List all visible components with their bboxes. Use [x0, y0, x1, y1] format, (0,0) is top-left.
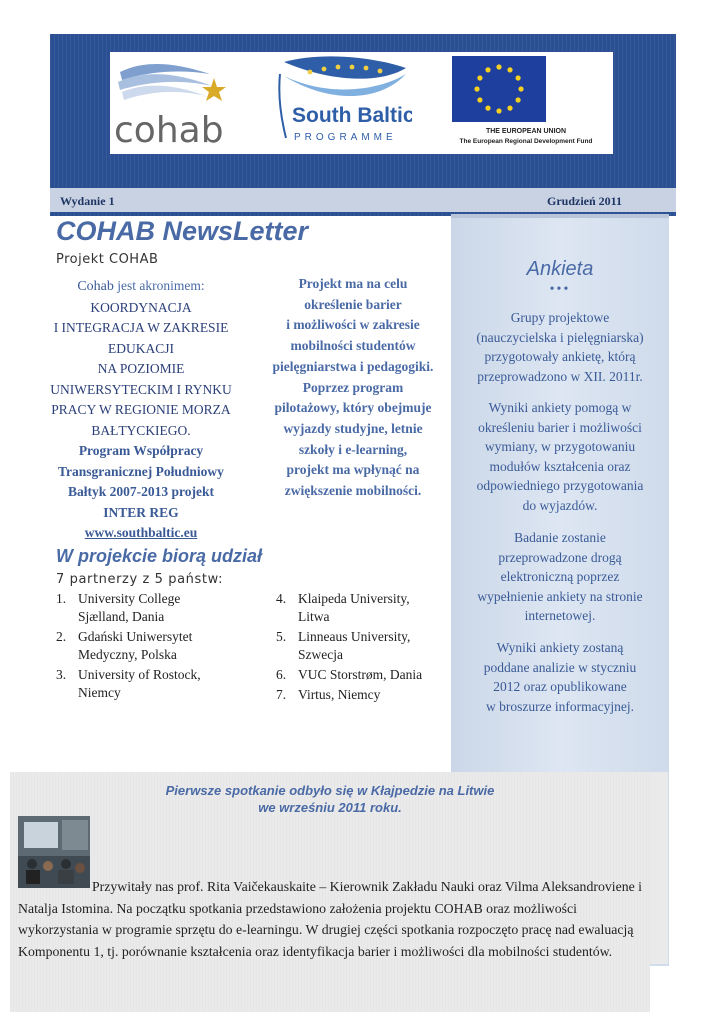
- acronym-lines: [30, 298, 252, 442]
- partner-name-line: University College: [78, 591, 181, 606]
- erdf-caption: The European Regional Development Fund: [459, 138, 593, 145]
- eu-star-icon: [516, 75, 521, 80]
- partner-item: [276, 590, 451, 626]
- meeting-title-line: we wrześniu 2011 roku.: [258, 800, 402, 815]
- text-line: UNIWERSYTECKIM I RYNKU: [50, 381, 232, 397]
- partner-name-line: VUC Storstrøm, Dania: [298, 667, 423, 682]
- eu-star-icon: [516, 97, 521, 102]
- project-goal-column: [258, 274, 448, 502]
- partner-number: 7.: [276, 687, 287, 702]
- svg-text:PROGRAMME: PROGRAMME: [294, 132, 397, 143]
- partner-item: [276, 628, 451, 664]
- partners-heading: W projekcie biorą udział: [56, 546, 263, 566]
- sidebar-paragraph: [465, 308, 655, 386]
- text-line: przeprowadzono w XII. 2011r.: [477, 368, 643, 384]
- text-line: I INTEGRACJA W ZAKRESIE: [53, 320, 229, 335]
- partner-name-line: Virtus, Niemcy: [298, 687, 381, 702]
- cohab-logo: [114, 58, 232, 148]
- text-line: wypełnienie ankiety na stronie: [477, 588, 643, 604]
- text-line: pilotażowy, który obejmuje: [274, 400, 432, 416]
- partner-number: 4.: [276, 591, 287, 606]
- partner-name-line: Linneaus University,: [298, 629, 411, 644]
- eu-star-icon: [477, 97, 482, 102]
- svg-text:cohab: cohab: [114, 110, 224, 148]
- text-line: Grupy projektowe: [510, 310, 610, 325]
- text-line: Projekt ma na celu: [298, 276, 408, 291]
- partner-item: [276, 686, 451, 704]
- text-line: EDUKACJI: [108, 340, 174, 356]
- eu-star-icon: [507, 106, 512, 111]
- text-line: BAŁTYCKIEGO.: [91, 422, 191, 438]
- eu-star-icon: [485, 67, 490, 72]
- partner-number: 2.: [56, 629, 67, 644]
- partner-name-line: Sjælland, Dania: [78, 609, 165, 624]
- partner-name-line: University of Rostock,: [78, 667, 201, 682]
- partner-item: [276, 666, 451, 684]
- issue-bar: [50, 188, 676, 212]
- brand-name: Cohab: [77, 279, 114, 294]
- text-line: internetowej.: [524, 608, 596, 623]
- text-line: określenie barier: [304, 296, 402, 312]
- partner-name-line: Medyczny, Polska: [78, 647, 177, 662]
- text-line: odpowiedniego przygotowania: [476, 478, 644, 493]
- text-line: do wyjazdów.: [522, 497, 598, 513]
- svg-text:South Baltic: South Baltic: [292, 104, 412, 127]
- partner-item: [56, 666, 256, 702]
- sidebar-title: Ankieta: [526, 258, 594, 280]
- partners-subheading: 7 partnerzy z 5 państw:: [56, 572, 224, 587]
- text-line: mobilności studentów: [290, 338, 416, 354]
- text-line: PRACY W REGIONIE MORZA: [51, 402, 231, 417]
- acronym-intro-text: jest akronimem:: [117, 278, 205, 293]
- eu-star-icon: [485, 106, 490, 111]
- eu-caption: THE EUROPEAN UNION: [485, 128, 567, 135]
- eu-star-icon: [507, 67, 512, 72]
- newsletter-subtitle: Projekt COHAB: [56, 252, 159, 267]
- partner-number: 5.: [276, 629, 287, 644]
- sidebar-paragraph: [465, 398, 655, 515]
- meeting-text: Przywitały nas prof. Rita Vaičekauskaite – Kierownik Zakładu Nauki oraz Vilma Aleksandroviene i Natalja Istomina. Na początku spotkania przedstawiono założenia projektu COHAB oraz możliwości wykorzystania w programie sprzętu do e-learningu. W drugiej części spotkania rozpoczęto pracę nad ewaluacją Komponentu 1, tj. porównanie kształcenia oraz identyfikacja barier i możliwości dla mobilności studentów.: [18, 879, 643, 959]
- text-line: Wyniki ankiety pomogą w: [488, 400, 632, 415]
- text-line: przygotowały ankietę, którą: [484, 349, 636, 364]
- south-baltic-logo: [270, 54, 412, 150]
- eu-star-icon: [474, 86, 479, 91]
- sidebar-dots: •••: [549, 282, 571, 297]
- meeting-title: [10, 782, 650, 816]
- text-line: Program Współpracy: [78, 443, 204, 458]
- text-line: wymiany, w przygotowaniu: [484, 439, 636, 454]
- partner-number: 3.: [56, 667, 67, 682]
- acronym-intro: [30, 276, 252, 298]
- text-line: Wyniki ankiety zostaną: [496, 640, 624, 655]
- eu-star-icon: [496, 64, 501, 69]
- text-line: Transgranicznej Południowy: [58, 463, 224, 479]
- edition-label: Wydanie 1: [60, 194, 115, 208]
- text-line: Bałtyk 2007-2013 projekt: [67, 484, 214, 499]
- eu-star-icon: [496, 108, 501, 113]
- partner-name-line: Niemcy: [78, 685, 121, 700]
- partner-number: 6.: [276, 667, 287, 682]
- program-lines: [30, 441, 252, 523]
- partner-name-line: Klaipeda University,: [298, 591, 410, 606]
- logo-strip: [110, 52, 613, 154]
- sidebar-paragraph: [465, 528, 655, 626]
- partner-name-line: Szwecja: [298, 647, 343, 662]
- partners-list-left: [56, 590, 256, 704]
- text-line: projekt ma wpłynąć na: [286, 462, 420, 478]
- text-line: przeprowadzone drogą: [498, 549, 622, 565]
- text-line: pielęgniarstwa i pedagogiki.: [272, 358, 434, 374]
- text-line: Badanie zostanie: [514, 530, 606, 545]
- partners-list-right: [276, 590, 451, 706]
- issue-date: Grudzień 2011: [546, 194, 622, 208]
- text-line: INTER REG: [103, 504, 179, 520]
- eu-star-icon: [477, 75, 482, 80]
- partner-item: [56, 590, 256, 626]
- text-line: i możliwości w zakresie: [286, 317, 420, 333]
- header-banner: [50, 34, 676, 216]
- eu-star-icon: [518, 86, 523, 91]
- text-line: poddane analizie w styczniu: [483, 659, 637, 675]
- program-link[interactable]: www.southbaltic.eu: [84, 525, 198, 540]
- text-line: modułów kształcenia oraz: [489, 458, 631, 474]
- partner-item: [56, 628, 256, 664]
- text-line: zwiększenie mobilności.: [284, 483, 422, 499]
- eu-flag-logo: [442, 54, 610, 150]
- text-line: szkoły i e-learning,: [298, 441, 408, 457]
- text-line: 2012 oraz opublikowane: [493, 679, 627, 694]
- acronym-column: [30, 276, 252, 544]
- partner-name-line: Litwa: [298, 609, 330, 624]
- partner-name-line: Gdański Uniwersytet: [78, 629, 193, 644]
- meeting-title-line: Pierwsze spotkanie odbyło się w Kłajpedzie na Litwie: [165, 783, 495, 798]
- meeting-box-edge: [650, 772, 668, 964]
- text-line: Poprzez program: [302, 379, 404, 395]
- text-line: wyjazdy studyjne, letnie: [283, 420, 423, 436]
- text-line: NA POZIOMIE: [97, 361, 185, 376]
- meeting-box: [10, 772, 650, 1012]
- partner-number: 1.: [56, 591, 67, 606]
- text-line: określeniu barier i możliwości: [478, 419, 642, 435]
- text-line: w broszurze informacyjnej.: [485, 698, 635, 714]
- sidebar-paragraph: [465, 638, 655, 716]
- text-line: KOORDYNACJA: [90, 299, 192, 315]
- text-line: (nauczycielska i pielęgniarska): [476, 329, 644, 345]
- text-line: elektroniczną poprzez: [500, 569, 620, 584]
- newsletter-title: COHAB NewsLetter: [56, 216, 309, 246]
